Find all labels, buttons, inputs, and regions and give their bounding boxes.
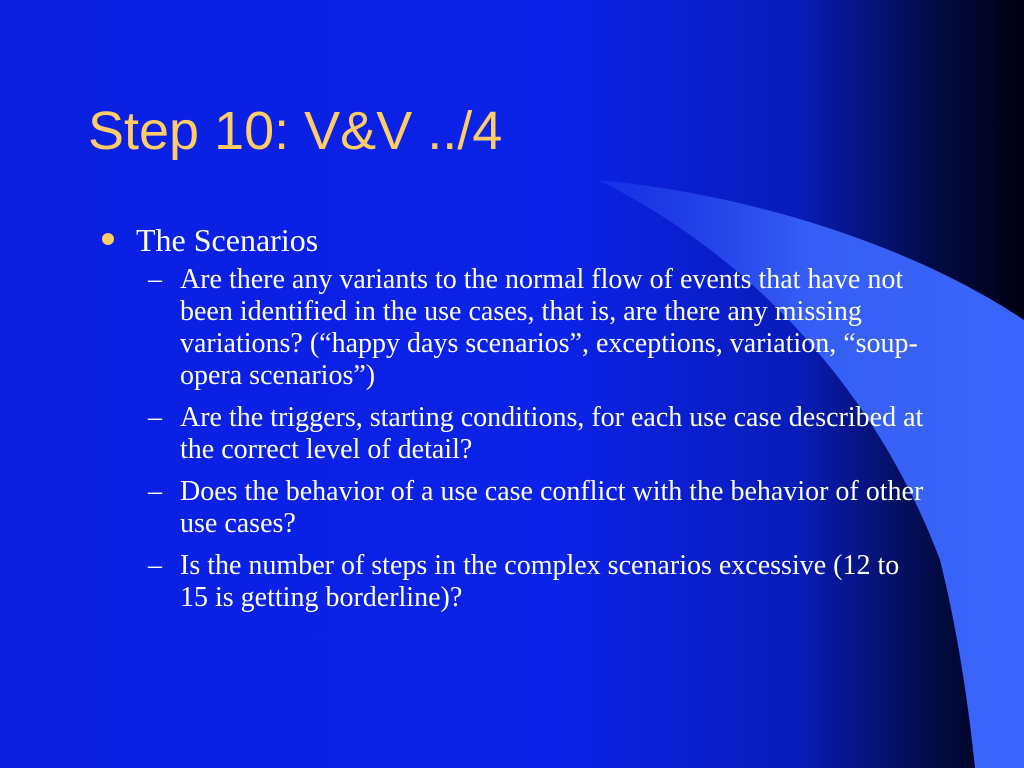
slide-content bbox=[96, 222, 926, 624]
bullet-dot-icon bbox=[102, 233, 114, 245]
sub-bullet-text: Are the triggers, starting conditions, for each use case described at the correct level of detail? bbox=[180, 402, 924, 465]
slide-title: Step 10: V&V ../4 bbox=[88, 101, 503, 161]
sub-bullet-text: Is the number of steps in the complex scenarios excessive (12 to 15 is getting borderline)? bbox=[180, 550, 900, 613]
sub-bullet-item bbox=[96, 402, 926, 466]
dash-marker: – bbox=[148, 550, 162, 581]
dash-marker: – bbox=[148, 402, 162, 433]
dash-marker: – bbox=[148, 264, 162, 295]
dash-marker: – bbox=[148, 476, 162, 507]
sub-bullet-text: Does the behavior of a use case conflict with the behavior of other use cases? bbox=[180, 476, 924, 539]
bullet-item bbox=[96, 222, 926, 258]
sub-bullet-item bbox=[96, 550, 926, 614]
sub-bullet-list bbox=[96, 264, 926, 614]
sub-bullet-item bbox=[96, 476, 926, 540]
sub-bullet-item bbox=[96, 264, 926, 392]
sub-bullet-text: Are there any variants to the normal flow of events that have not been identified in the use cases, that is, are there any missing variations? (“happy days scenarios”, exceptions, variation, “soup-opera scenarios”) bbox=[180, 264, 918, 391]
bullet-text: The Scenarios bbox=[136, 222, 319, 258]
